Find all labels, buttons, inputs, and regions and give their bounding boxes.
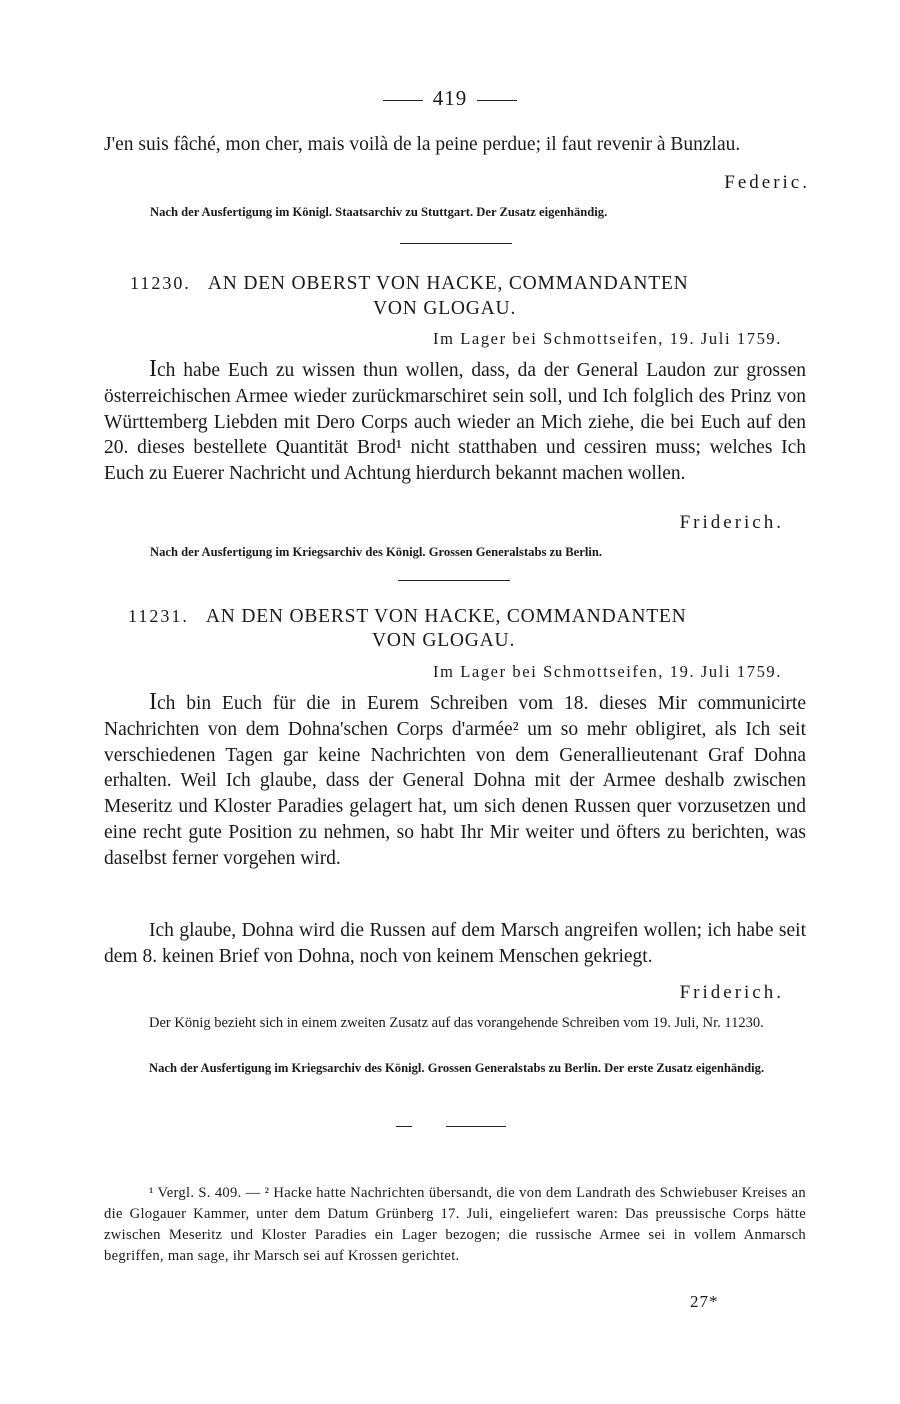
letter-heading-line1: AN DEN OBERST VON HACKE, COMMANDANTEN xyxy=(207,273,689,294)
letter-place-date: Im Lager bei Schmottseifen, 19. Juli 1759. xyxy=(432,662,782,681)
end-rule-short xyxy=(396,1126,412,1127)
letter-source: Nach der Ausfertigung im Kriegsarchiv des Königl. Grossen Generalstabs zu Berlin. Der erste Zusatz eigenhändig. xyxy=(149,1061,765,1075)
separator-rule xyxy=(400,243,512,244)
letter-heading-line2: VON GLOGAU. xyxy=(373,298,517,319)
intro-source: Nach der Ausfertigung im Königl. Staatsarchiv zu Stuttgart. Der Zusatz eigenhändig. xyxy=(150,205,608,219)
page-number: 419 xyxy=(432,86,468,110)
letter-body: Ich habe Euch zu wissen thun wollen, dass, da der General Laudon zur grossen österreichischen Armee wieder zurückmarschiret sein soll, und Ich folglich des Prinz von Württemberg Liebden mit Dero Corps auch wieder an Mich ziehe, die bei Euch auf den 20. dieses bestellete Quantität Brod¹ nicht statthaben und cessiren muss; welches Ich Euch zu Euerer Nachricht und Achtung hierdurch bekannt machen wollen. xyxy=(104,356,806,485)
end-rule-long xyxy=(446,1126,506,1127)
page-number-dash-right xyxy=(477,100,517,101)
letter-source: Nach der Ausfertigung im Kriegsarchiv des Königl. Grossen Generalstabs zu Berlin. xyxy=(150,545,602,559)
footnotes: ¹ Vergl. S. 409. — ² Hacke hatte Nachrichten übersandt, die von dem Landrath des Schwiebuser Kreises an die Glogauer Kammer, unter dem Datum Grünberg 17. Juli, eingeliefert waren: Das preussische Corps hätte zwischen Meseritz und Kloster Paradies ein Lager bezogen; die russische Armee sei in vollem Anmarsch begriffen, man sage, ihr Marsch sei auf Krossen gerichtet. xyxy=(104,1185,806,1264)
letter-signature: Friderich. xyxy=(679,512,784,533)
intro-text: J'en suis fâché, mon cher, mais voilà de la peine perdue; il faut revenir à Bunzlau. xyxy=(104,134,741,155)
letter-number: 11230. xyxy=(130,273,191,293)
intro-signature: Federic. xyxy=(724,172,810,193)
letter-signature: Friderich. xyxy=(679,982,784,1003)
page-number-dash-left xyxy=(383,100,423,101)
separator-rule xyxy=(398,580,510,581)
letter-heading-line2: VON GLOGAU. xyxy=(372,630,516,651)
letter-heading-11230 xyxy=(130,273,810,295)
letter-editor-note: Der König bezieht sich in einem zweiten Zusatz auf das vorangehende Schreiben vom 19. Juli, Nr. 11230. xyxy=(149,1015,764,1031)
signature-mark: 27* xyxy=(690,1292,719,1311)
letter-number: 11231. xyxy=(128,606,189,626)
letter-heading-11231 xyxy=(128,606,808,628)
letter-body: Ich bin Euch für die in Eurem Schreiben vom 18. dieses Mir communicirte Nachrichten von dem Dohna'schen Corps d'armée² um so mehr obligiret, als Ich seit verschiedenen Tagen gar keine Nachrichten von dem Generallieutenant Graf Dohna erhalten. Weil Ich glaube, dass der General Dohna mit der Armee deshalb zwischen Meseritz und Kloster Paradies gelagert hat, um sich denen Russen quer vorzusetzen und eine recht gute Position zu nehmen, so habt Ihr Mir weiter und öfters zu berichten, was daselbst ferner vorgehen wird. xyxy=(104,689,806,869)
letter-heading-line1: AN DEN OBERST VON HACKE, COMMANDANTEN xyxy=(205,606,687,627)
letter-place-date: Im Lager bei Schmottseifen, 19. Juli 1759. xyxy=(432,329,782,348)
page-number-line xyxy=(0,86,900,111)
letter-postscript: Ich glaube, Dohna wird die Russen auf dem Marsch angreifen wollen; ich habe seit dem 8. keinen Brief von Dohna, noch von keinem Menschen gekriegt. xyxy=(104,920,806,967)
